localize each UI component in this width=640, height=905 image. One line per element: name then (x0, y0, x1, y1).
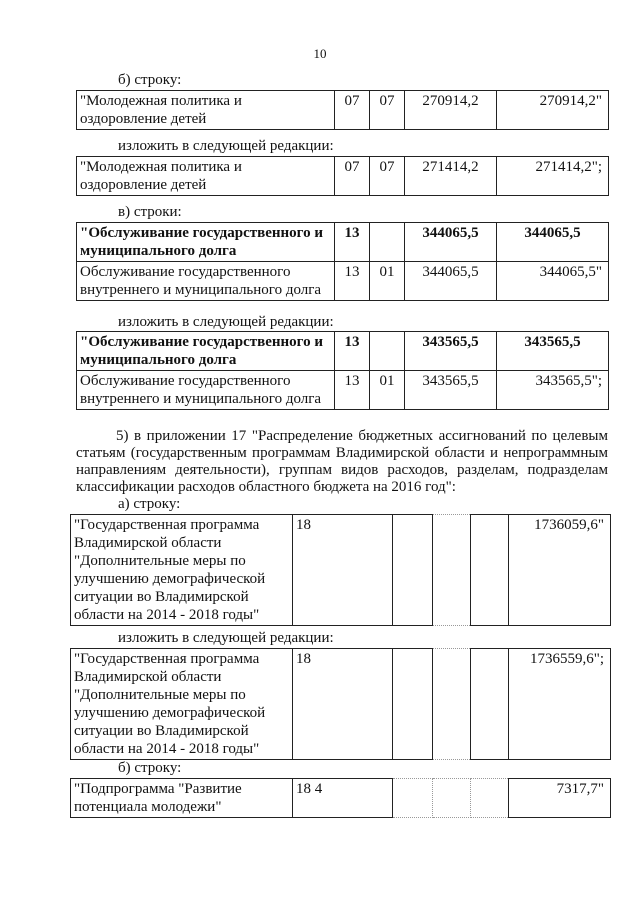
subsection-code: 07 (370, 91, 405, 130)
section-code: 13 (335, 371, 370, 410)
amount-1: 344065,5 (405, 262, 497, 301)
table-row (77, 223, 609, 262)
table-subprogram (70, 778, 611, 818)
empty-cell (393, 649, 433, 760)
amount: 7317,7" (509, 779, 611, 818)
amount-2: 270914,2" (497, 91, 609, 130)
row-name: "Государственная программа Владимирской области "Дополнительные меры по улучшению демографической ситуации во Владимирской области на 2014 - 2018 годы" (71, 649, 293, 760)
row-name: "Молодежная политика и оздоровление детей (77, 157, 335, 196)
subsection-code: 07 (370, 157, 405, 196)
subsection-code: 01 (370, 371, 405, 410)
empty-cell (393, 779, 433, 818)
target-code: 18 (293, 515, 393, 626)
target-code: 18 (293, 649, 393, 760)
section-code: 07 (335, 157, 370, 196)
row-name: "Подпрограмма "Развитие потенциала молодежи" (71, 779, 293, 818)
amount: 1736559,6"; (509, 649, 611, 760)
subsection-code (370, 332, 405, 371)
empty-cell (433, 649, 471, 760)
amount-1: 344065,5 (405, 223, 497, 262)
empty-cell (393, 515, 433, 626)
table-debt-new (76, 331, 609, 410)
table-youth-old (76, 90, 609, 130)
section-label-b: б) строку: (118, 72, 182, 88)
amount-2: 344065,5" (497, 262, 609, 301)
amount-2: 343565,5"; (497, 371, 609, 410)
amount: 1736059,6" (509, 515, 611, 626)
table-row (77, 157, 609, 196)
row-name: Обслуживание государственного внутреннего и муниципального долга (77, 262, 335, 301)
amount-1: 343565,5 (405, 332, 497, 371)
row-name: "Обслуживание государственного и муниципального долга (77, 223, 335, 262)
empty-cell (433, 779, 471, 818)
amount-1: 270914,2 (405, 91, 497, 130)
amount-2: 343565,5 (497, 332, 609, 371)
empty-cell (471, 515, 509, 626)
amount-2: 344065,5 (497, 223, 609, 262)
section-label-b2: б) строку: (118, 760, 182, 776)
subsection-code: 01 (370, 262, 405, 301)
row-name: "Государственная программа Владимирской области "Дополнительные меры по улучшению демографической ситуации во Владимирской области на 2014 - 2018 годы" (71, 515, 293, 626)
amount-1: 271414,2 (405, 157, 497, 196)
table-row (77, 332, 609, 371)
amount-2: 271414,2"; (497, 157, 609, 196)
replace-label-2: изложить в следующей редакции: (118, 314, 334, 330)
row-name: Обслуживание государственного внутреннего и муниципального долга (77, 371, 335, 410)
subsection-code (370, 223, 405, 262)
section-label-v: в) строки: (118, 204, 182, 220)
table-program-old (70, 514, 611, 626)
amount-1: 343565,5 (405, 371, 497, 410)
table-debt-old (76, 222, 609, 301)
table-row (77, 91, 609, 130)
empty-cell (433, 515, 471, 626)
section-code: 13 (335, 223, 370, 262)
target-code: 18 4 (293, 779, 393, 818)
paragraph-5: 5) в приложении 17 "Распределение бюджетных ассигнований по целевым статьям (государственным программам Владимирской области и непрограммным направлениям деятельности), группам видов расходов, разделам, подразделам классификации расходов областного бюджета на 2016 год": (76, 428, 608, 495)
replace-label-3: изложить в следующей редакции: (118, 630, 334, 646)
table-row (77, 262, 609, 301)
row-name: "Молодежная политика и оздоровление детей (77, 91, 335, 130)
table-program-new (70, 648, 611, 760)
section-label-a: а) строку: (118, 496, 181, 512)
page-number: 10 (313, 46, 327, 61)
table-youth-new (76, 156, 609, 196)
section-code: 13 (335, 262, 370, 301)
section-code: 07 (335, 91, 370, 130)
replace-label-1: изложить в следующей редакции: (118, 138, 334, 154)
empty-cell (471, 779, 509, 818)
section-code: 13 (335, 332, 370, 371)
table-row (71, 515, 611, 626)
table-row (77, 371, 609, 410)
empty-cell (471, 649, 509, 760)
table-row (71, 649, 611, 760)
table-row (71, 779, 611, 818)
row-name: "Обслуживание государственного и муниципального долга (77, 332, 335, 371)
